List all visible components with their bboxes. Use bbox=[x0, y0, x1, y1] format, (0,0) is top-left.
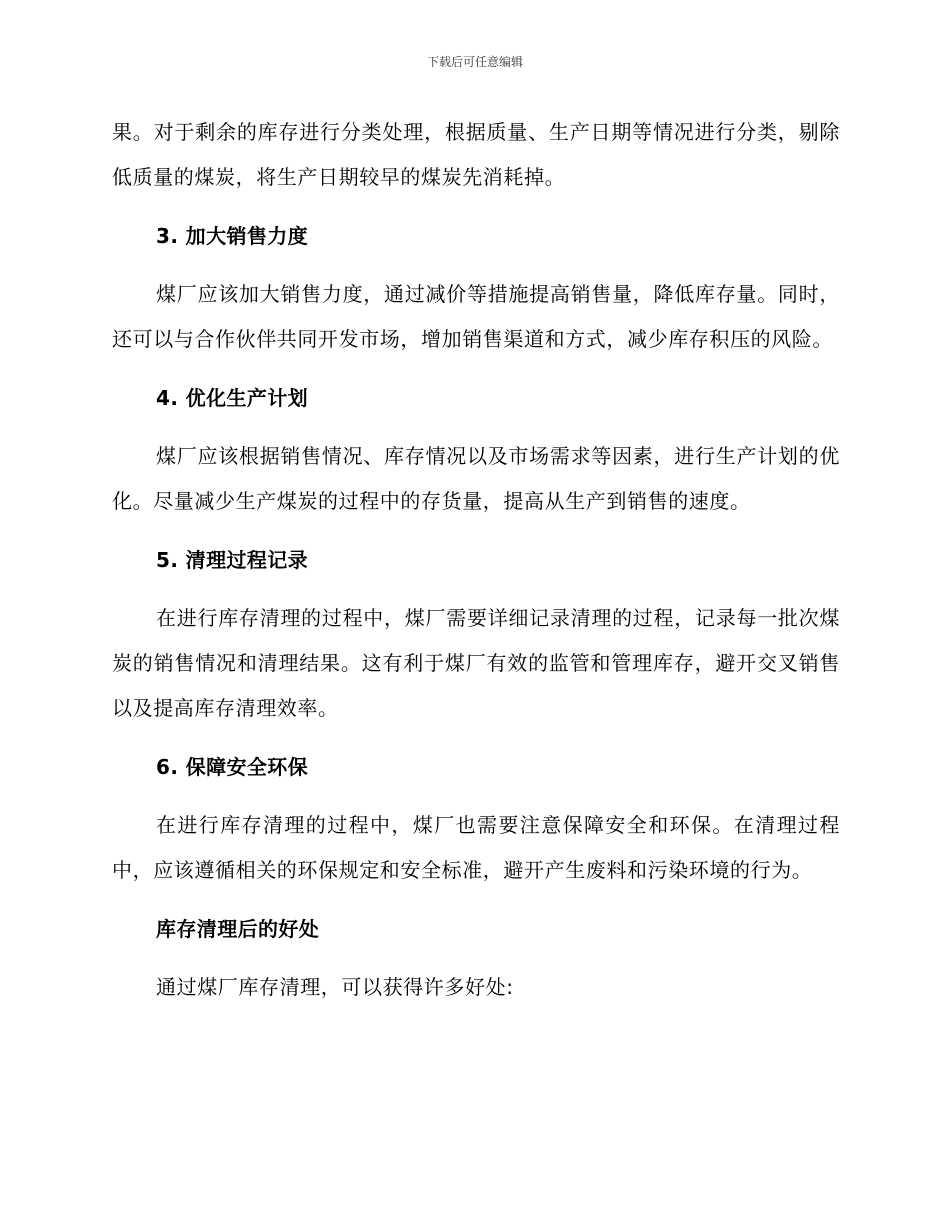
paragraph-records: 在进行库存清理的过程中，煤厂需要详细记录清理的过程，记录每一批次煤炭的销售情况和清理结果。这有利于煤厂有效的监管和管理库存，避开交叉销售以及提高库存清理效率。 bbox=[112, 606, 840, 720]
section-heading-5: 5. 清理过程记录 bbox=[156, 548, 309, 572]
paragraph-sales: 煤厂应该加大销售力度，通过减价等措施提高销售量，降低库存量。同时，还可以与合作伙伴共同开发市场，增加销售渠道和方式，减少库存积压的风险。 bbox=[112, 282, 840, 351]
paragraph-production-plan: 煤厂应该根据销售情况、库存情况以及市场需求等因素，进行生产计划的优化。尽量减少生产煤炭的过程中的存货量，提高从生产到销售的速度。 bbox=[112, 444, 840, 513]
paragraph-continuation: 果。对于剩余的库存进行分类处理，根据质量、生产日期等情况进行分类，剔除低质量的煤炭，将生产日期较早的煤炭先消耗掉。 bbox=[112, 120, 840, 189]
section-heading-benefits: 库存清理后的好处 bbox=[156, 917, 320, 941]
document-body bbox=[112, 110, 840, 1010]
section-heading-4: 4. 优化生产计划 bbox=[156, 386, 309, 410]
page-header: 下载后可任意编辑 bbox=[426, 55, 523, 69]
section-heading-6: 6. 保障安全环保 bbox=[156, 755, 309, 779]
section-heading-3: 3. 加大销售力度 bbox=[156, 224, 309, 248]
paragraph-benefits-intro: 通过煤厂库存清理，可以获得许多好处: bbox=[156, 975, 514, 999]
paragraph-safety: 在进行库存清理的过程中，煤厂也需要注意保障安全和环保。在清理过程中，应该遵循相关的环保规定和安全标准，避开产生废料和污染环境的行为。 bbox=[112, 813, 840, 882]
